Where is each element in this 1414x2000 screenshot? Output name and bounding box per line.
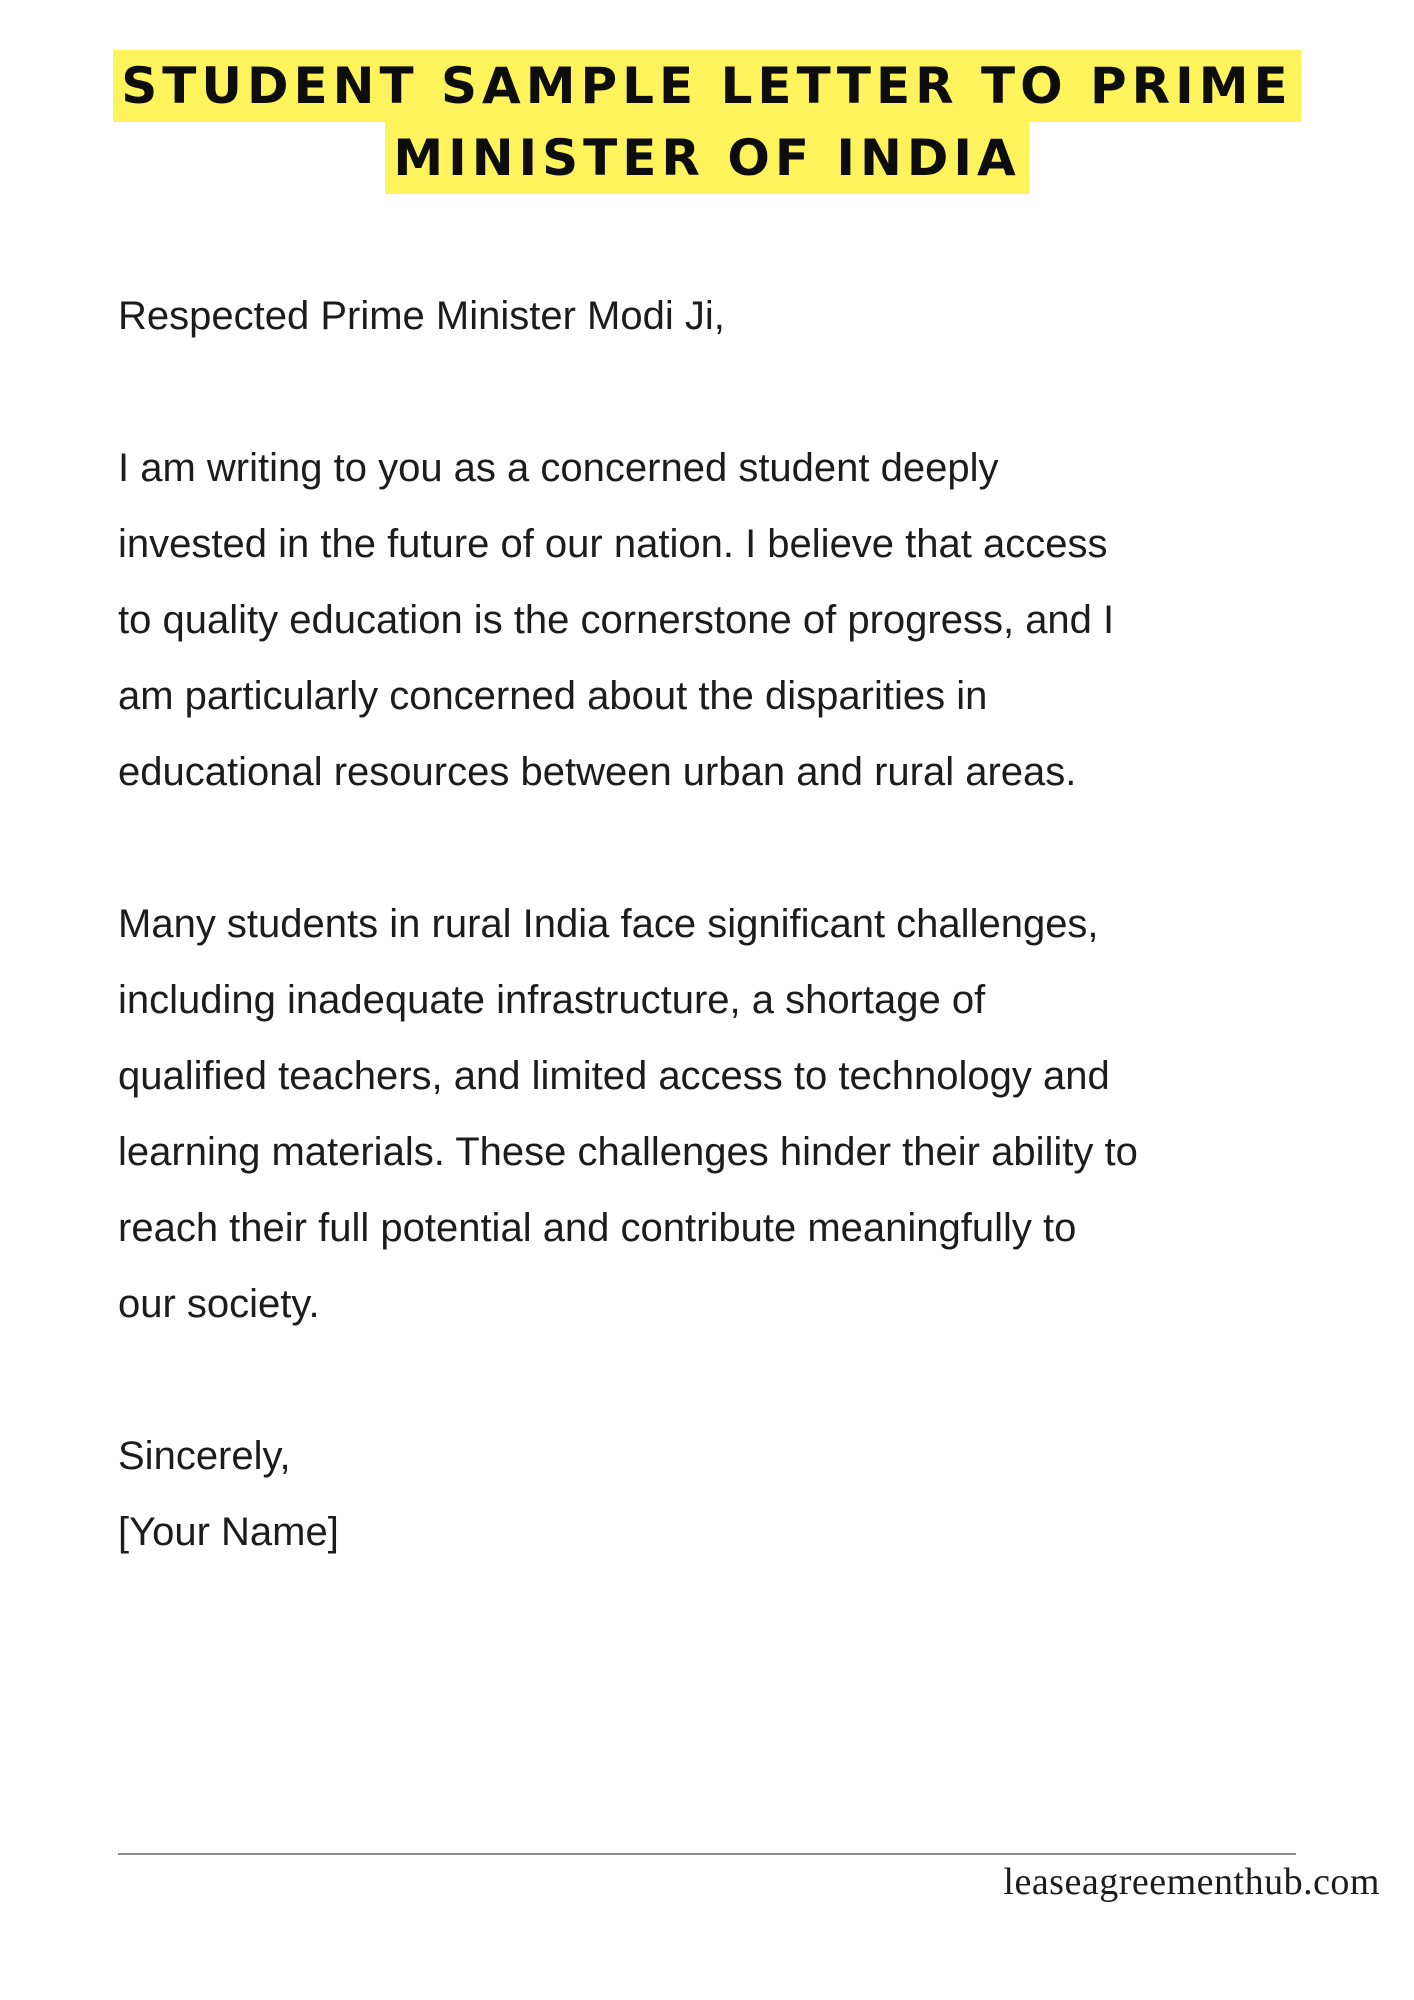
paragraph-1-line: am particularly concerned about the disparities in	[118, 674, 988, 718]
paragraph-1-line: I am writing to you as a concerned student deeply	[118, 446, 999, 490]
closing: Sincerely,	[118, 1434, 291, 1478]
paragraph-1-line: invested in the future of our nation. I believe that access	[118, 522, 1108, 566]
paragraph-2-line: learning materials. These challenges hinder their ability to	[118, 1130, 1138, 1174]
title-line-2: MINISTER OF INDIA	[385, 122, 1028, 194]
paragraph-2-line: including inadequate infrastructure, a shortage of	[118, 978, 986, 1022]
footer-website: leaseagreementhub.com	[1003, 1861, 1380, 1903]
paragraph-2-line: our society.	[118, 1282, 320, 1326]
paragraph-2-line: Many students in rural India face significant challenges,	[118, 902, 1099, 946]
letter-body	[118, 278, 1338, 1570]
paragraph-2-line: reach their full potential and contribute meaningfully to	[118, 1206, 1077, 1250]
paragraph-2-line: qualified teachers, and limited access to technology and	[118, 1054, 1110, 1098]
document-title	[0, 50, 1414, 194]
signature-placeholder: [Your Name]	[118, 1510, 339, 1554]
title-line-1: STUDENT SAMPLE LETTER TO PRIME	[113, 50, 1300, 122]
salutation: Respected Prime Minister Modi Ji,	[118, 294, 725, 338]
paragraph-2	[118, 886, 1338, 1342]
paragraph-1	[118, 430, 1338, 810]
footer-divider	[118, 1853, 1296, 1855]
paragraph-1-line: educational resources between urban and rural areas.	[118, 750, 1077, 794]
paragraph-1-line: to quality education is the cornerstone of progress, and I	[118, 598, 1115, 642]
